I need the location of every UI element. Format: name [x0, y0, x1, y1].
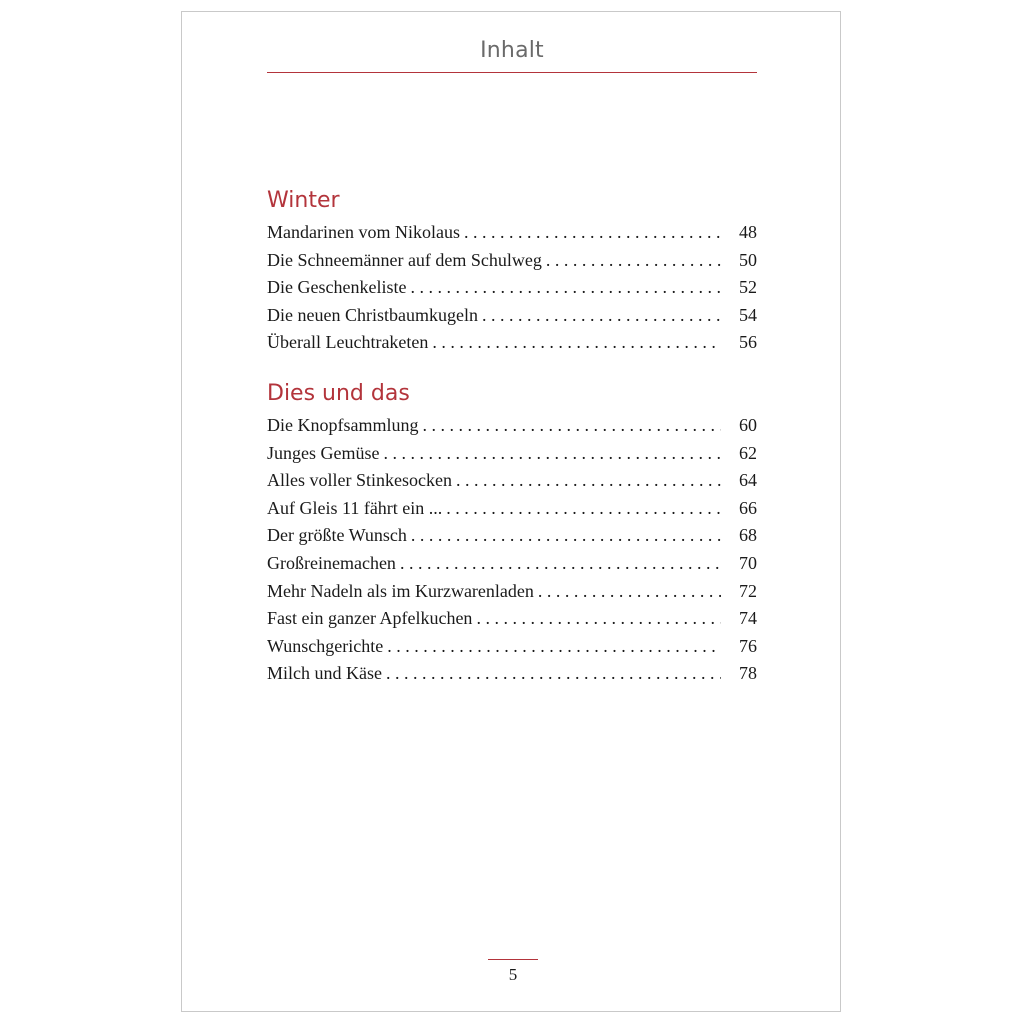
toc-entry-title: Milch und Käse [267, 663, 382, 684]
toc-entry[interactable] [267, 553, 757, 581]
leader-dots [442, 498, 721, 519]
toc-entry[interactable] [267, 443, 757, 471]
page-number: 5 [508, 965, 518, 984]
toc-entry-page: 64 [739, 470, 757, 491]
toc-entry[interactable] [267, 277, 757, 305]
toc-entry-title: Mehr Nadeln als im Kurzwarenladen [267, 580, 534, 601]
toc-entry[interactable] [267, 222, 757, 250]
toc-entry-page: 60 [739, 415, 757, 435]
leader-dots [383, 636, 721, 657]
toc-entry-title: Die Knopfsammlung [267, 415, 419, 435]
leader-dots [452, 470, 721, 491]
leader-dots [382, 663, 721, 684]
toc-entry-title: Die Geschenkeliste [267, 277, 407, 298]
leader-dots [428, 332, 721, 353]
toc-entry-page: 48 [739, 222, 757, 242]
toc-entry[interactable] [267, 415, 757, 443]
leader-dots [478, 305, 721, 326]
toc-entry-title: Wunschgerichte [267, 635, 384, 656]
toc-entry[interactable] [267, 608, 757, 636]
toc-entry-title: Großreinemachen [267, 552, 396, 573]
toc-entry[interactable] [267, 305, 757, 333]
toc-entry[interactable] [267, 332, 757, 360]
leader-dots [460, 222, 721, 243]
toc-entry-page: 76 [739, 635, 757, 656]
leader-dots [418, 415, 721, 436]
section-heading-winter: Winter [267, 188, 340, 213]
toc-entry-page: 74 [739, 608, 757, 629]
page-title: Inhalt [480, 38, 544, 63]
toc-entry-page: 52 [739, 277, 757, 298]
header-divider [267, 72, 757, 73]
toc-entry[interactable] [267, 581, 757, 609]
leader-dots [379, 443, 721, 464]
toc-entry-title: Junges Gemüse [267, 442, 380, 463]
leader-dots [534, 581, 721, 602]
toc-entry-page: 70 [739, 552, 757, 573]
toc-entry-title: Alles voller Stinkesocken [267, 470, 452, 491]
toc-entry[interactable] [267, 663, 757, 691]
section-heading-dies-und-das: Dies und das [267, 381, 410, 406]
leader-dots [407, 525, 721, 546]
toc-entry[interactable] [267, 498, 757, 526]
toc-entry-page: 78 [739, 663, 757, 684]
leader-dots [542, 250, 721, 271]
leader-dots [406, 277, 721, 298]
toc-entry-title: Fast ein ganzer Apfelkuchen [267, 608, 473, 629]
toc-entry-title: Überall Leuchtraketen [267, 332, 429, 353]
toc-entry-title: Der größte Wunsch [267, 525, 407, 546]
leader-dots [396, 553, 721, 574]
toc-entry-title: Die Schneemänner auf dem Schulweg [267, 249, 542, 270]
toc-entry-title: Die neuen Christbaumkugeln [267, 304, 478, 325]
toc-entry-page: 68 [739, 525, 757, 546]
footer-divider [488, 959, 538, 960]
toc-entry-title: Auf Gleis 11 fährt ein ... [267, 497, 443, 518]
toc-entry[interactable] [267, 636, 757, 664]
toc-entry-page: 66 [739, 497, 757, 518]
toc-entry-page: 54 [739, 304, 757, 325]
toc-entry-title: Mandarinen vom Nikolaus [267, 222, 460, 242]
toc-entry-page: 50 [739, 249, 757, 270]
toc-entry-page: 72 [739, 580, 757, 601]
toc-entry-page: 56 [739, 332, 757, 353]
toc-list-winter [267, 222, 757, 360]
toc-entry[interactable] [267, 250, 757, 278]
leader-dots [472, 608, 721, 629]
toc-list-dies-und-das [267, 415, 757, 691]
toc-entry-page: 62 [739, 442, 757, 463]
toc-entry[interactable] [267, 470, 757, 498]
toc-entry[interactable] [267, 525, 757, 553]
